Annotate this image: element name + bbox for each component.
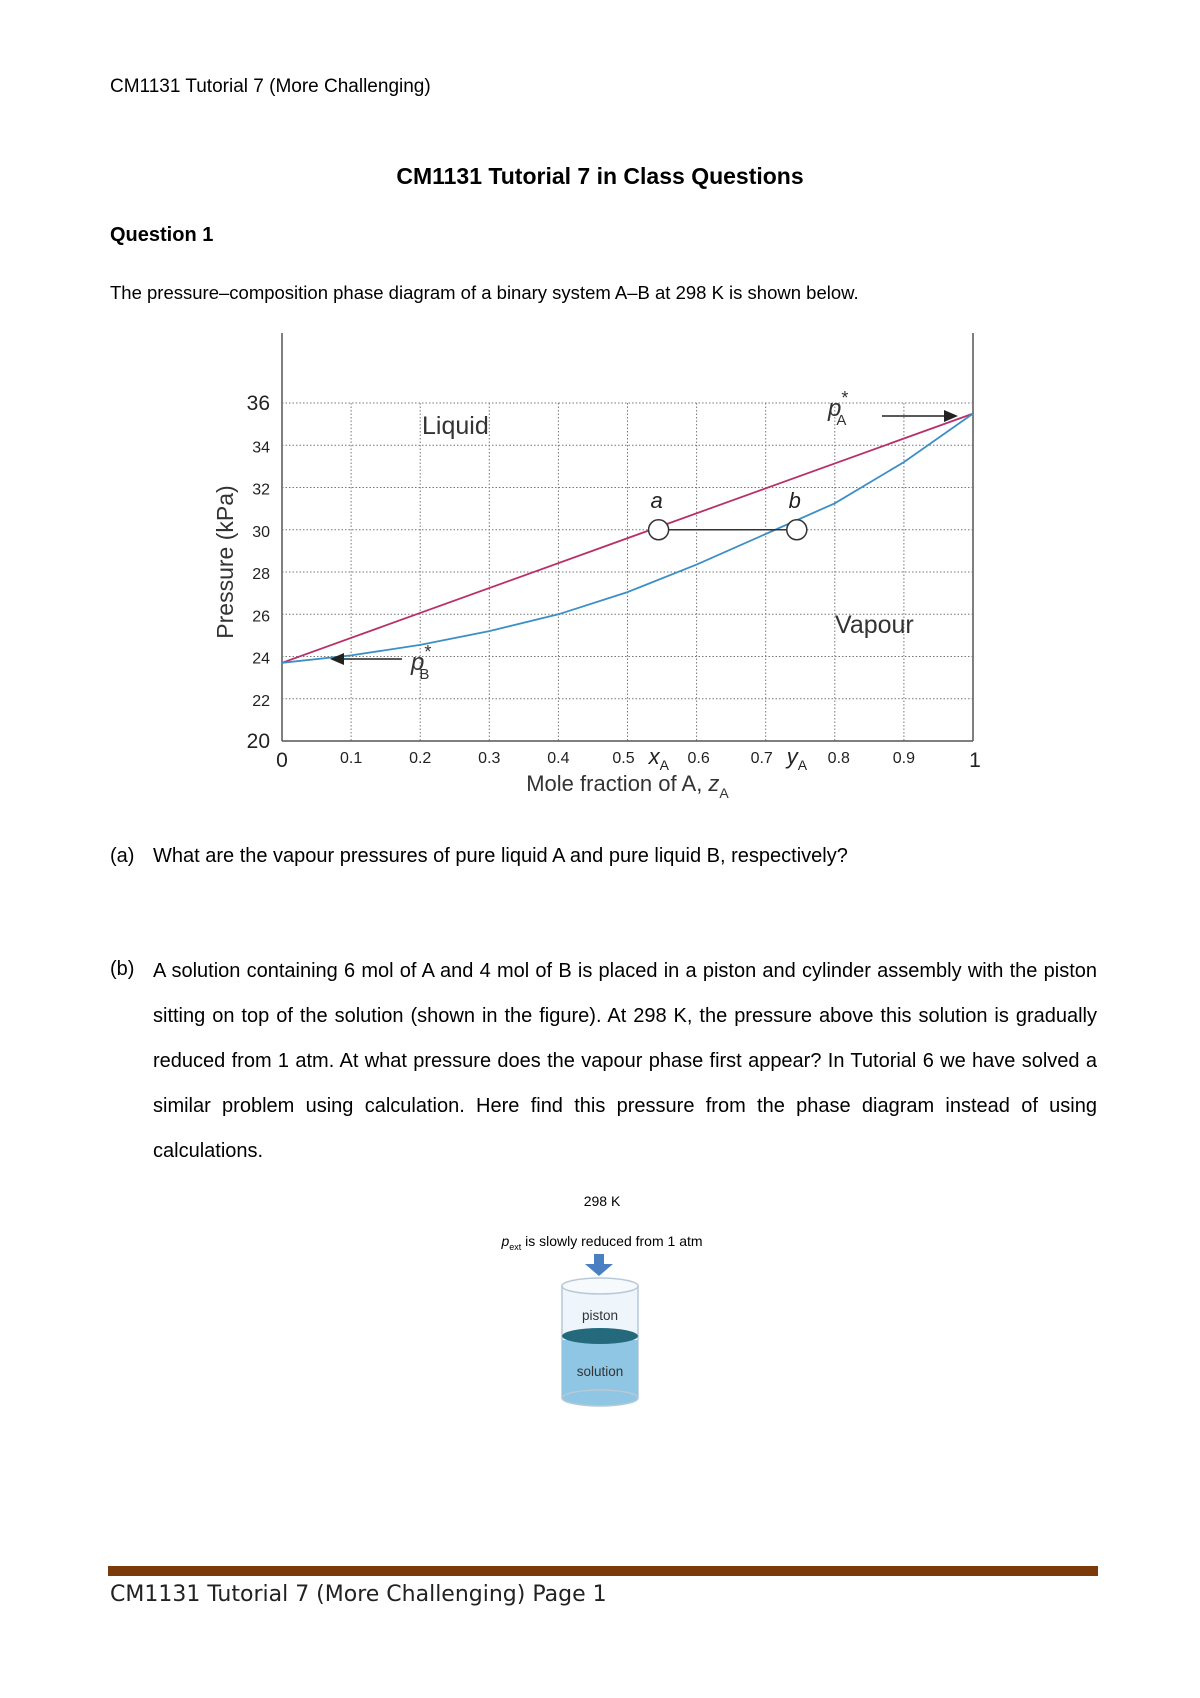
y-tick-label: 32 <box>252 481 270 499</box>
x-tick-label: 0.7 <box>750 750 773 767</box>
y-axis-label: Pressure (kPa) <box>212 485 238 639</box>
x-tick-label: 0.5 <box>612 750 635 767</box>
question-b-label: (b) <box>110 958 135 980</box>
x-axis-label: Mole fraction of A, $z_A$ <box>526 771 729 801</box>
question-a-label: (a) <box>110 845 135 867</box>
question-b-text: A solution containing 6 mol of A and 4 mol of B is placed in a piston and cylinder assembly with the piston sitting on top of the solution (shown in the figure). At 298 K, the pressure above this solution is gradually reduced from 1 atm. At what pressure does the vapour phase first appear? In Tutorial 6 we have solved a similar problem using calculation. Here find this pressure from the phase diagram instead of using calculations. <box>153 960 1097 1162</box>
cylinder-bottom <box>562 1390 638 1406</box>
intro-text: The pressure–composition phase diagram of a binary system A–B at 298 K is shown below. <box>110 282 859 303</box>
pext-label <box>500 1233 702 1252</box>
cylinder-top <box>562 1278 638 1294</box>
temperature-label: 298 K <box>583 1193 621 1209</box>
y-tick-label: 24 <box>252 650 270 668</box>
piston-disk <box>562 1328 638 1344</box>
footer-rule <box>108 1566 1098 1576</box>
pA-star-label: p* A <box>828 388 849 429</box>
y-tick-label: 26 <box>252 608 270 626</box>
y-tick-label: 30 <box>252 523 270 541</box>
phase-diagram-chart <box>0 0 1200 830</box>
y-tick-label: 28 <box>252 566 270 583</box>
down-arrow-head-icon <box>585 1264 613 1276</box>
xA-axis-label: $x_A$ <box>648 744 669 773</box>
solution-label: solution <box>576 1364 624 1379</box>
piston-cylinder-figure <box>470 1190 770 1420</box>
question-a-text: What are the vapour pressures of pure liquid A and pure liquid B, respectively? <box>153 845 848 867</box>
point-a <box>649 520 669 540</box>
point-b <box>787 520 807 540</box>
vapour-region-label: Vapour <box>835 611 914 639</box>
y-tick-label: 20 <box>246 730 270 753</box>
running-header: CM1131 Tutorial 7 (More Challenging) <box>110 76 431 97</box>
page-title: CM1131 Tutorial 7 in Class Questions <box>396 163 804 189</box>
x-tick-label: 0 <box>276 749 288 772</box>
x-tick-label: 0.9 <box>892 750 916 767</box>
pext-text: is slowly reduced from 1 atm <box>521 1233 703 1249</box>
y-tick-label: 34 <box>252 439 270 457</box>
liquid-region-label: Liquid <box>422 412 489 440</box>
point-label-a: a <box>650 487 663 513</box>
pB-star-label: p* B <box>411 642 432 683</box>
x-tick-label: 0.4 <box>547 750 570 767</box>
y-tick-label: 22 <box>252 692 270 710</box>
x-tick-label: 0.3 <box>478 750 501 767</box>
pext-var: p <box>501 1233 510 1249</box>
x-tick-label: 1 <box>969 749 981 772</box>
question-heading: Question 1 <box>110 224 214 246</box>
yA-axis-label: $y_A$ <box>786 744 808 773</box>
pext-sub: ext <box>509 1242 522 1252</box>
down-arrow-icon <box>594 1254 604 1264</box>
x-tick-label: 0.1 <box>339 750 363 767</box>
pB-arrow-head-icon <box>330 653 344 665</box>
y-tick-label: 36 <box>246 392 270 415</box>
x-tick-label: 0.6 <box>687 750 710 767</box>
page-footer: CM1131 Tutorial 7 (More Challenging) Page 1 <box>110 1582 607 1607</box>
x-tick-label: 0.8 <box>827 750 850 767</box>
point-label-b: b <box>788 487 801 513</box>
x-tick-label: 0.2 <box>409 750 432 767</box>
piston-label: piston <box>581 1308 619 1323</box>
